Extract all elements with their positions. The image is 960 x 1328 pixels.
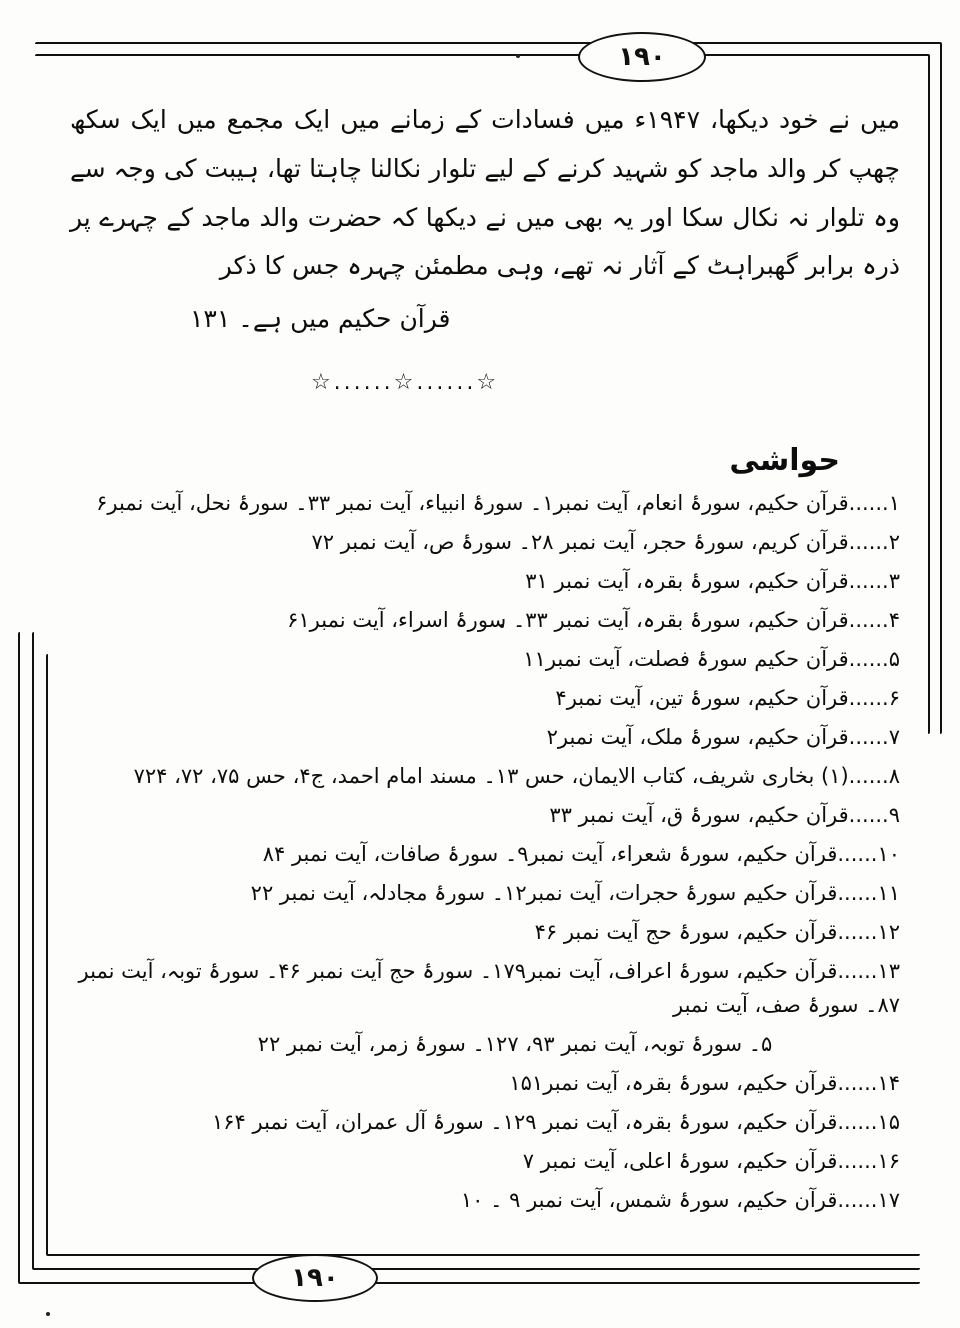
footnote-item: ۳......قرآن حکیم، سورۂ بقرہ، آیت نمبر ۳۱ xyxy=(525,568,900,593)
footnote-item: ۱۵......قرآن حکیم، سورۂ بقرہ، آیت نمبر ۱۲۹۔ سورۂ آل عمران، آیت نمبر ۱۶۴ xyxy=(212,1110,900,1134)
footnote-item: ۴......قرآن حکیم، سورۂ بقرہ، آیت نمبر ۳۳۔ سورۂ اسراء، آیت نمبر۶۱ xyxy=(287,607,900,632)
footnote-item: ۱۶......قرآن حکیم، سورۂ اعلی، آیت نمبر ۷ xyxy=(522,1149,900,1174)
footnote-item: ۹......قرآن حکیم، سورۂ ق، آیت نمبر ۳۳ xyxy=(549,802,900,827)
page-content xyxy=(70,96,900,1222)
footnote-item: ۱۰......قرآن حکیم، سورۂ شعراء، آیت نمبر۹۔ سورۂ صافات، آیت نمبر ۸۴ xyxy=(262,841,900,866)
footnote-item: ۷......قرآن حکیم، سورۂ ملک، آیت نمبر۲ xyxy=(546,724,900,749)
footnotes-heading: حواشی xyxy=(729,442,840,478)
footnotes-list xyxy=(70,486,900,1217)
page-number-top: ۱۹۰ xyxy=(578,32,706,82)
body-paragraph: میں نے خود دیکھا، ۱۹۴۷ء میں فسادات کے زمانے میں ایک مجمع میں ایک سکھ چھپ کر والد ماجد کو شہید کرنے کے لیے تلوار نکالنا چاہتا تھا، ہیبت کی وجہ سے وہ تلوار نہ نکال سکا اور یہ بھی میں نے دیکھا کہ حضرت والد ماجد کے چہرے پر ذرہ برابر گھبراہٹ کے آثار نہ تھے، وہی مطمئن چہرہ جس کا ذکر xyxy=(70,105,901,281)
footnote-item: ۱۴......قرآن حکیم، سورۂ بقرہ، آیت نمبر۱۵۱ xyxy=(509,1070,900,1095)
footnote-item: ۸......(۱) بخاری شریف، کتاب الایمان، حس ۱۳۔ مسند امام احمد، ج۴، حس ۷۵، ۷۲، ۷۲۴ xyxy=(133,763,900,788)
ink-speck xyxy=(46,1312,50,1316)
section-divider: ☆......☆......☆ xyxy=(310,369,500,395)
footnote-item: ۱......قرآن حکیم، سورۂ انعام، آیت نمبر۱۔ سورۂ انبیاء، آیت نمبر ۳۳۔ سورۂ نحل، آیت نمبر۶ xyxy=(96,490,900,515)
body-paragraph-last-line: قرآن حکیم میں ہے۔ ۱۳۱ xyxy=(190,304,451,333)
footnote-item: ۱۷......قرآن حکیم، سورۂ شمس، آیت نمبر ۹ ۔ ۱۰ xyxy=(460,1188,900,1213)
footnote-item: ۵......قرآن حکیم سورۂ فصلت، آیت نمبر۱۱ xyxy=(523,646,900,671)
page-number-bottom: ۱۹۰ xyxy=(252,1254,378,1302)
footnote-item: ۶......قرآن حکیم، سورۂ تین، آیت نمبر۴ xyxy=(555,685,900,710)
footnote-item: ۱۳......قرآن حکیم، سورۂ اعراف، آیت نمبر۱۷۹۔ سورۂ حج آیت نمبر ۴۶۔ سورۂ توبہ، آیت نمبر ۸۷۔ سورۂ صف، آیت نمبر xyxy=(78,958,900,1017)
footnote-item-continuation: ۵۔ سورۂ توبہ، آیت نمبر ۹۳، ۱۲۷۔ سورۂ زمر، آیت نمبر ۲۲ xyxy=(257,1031,773,1056)
footnote-item: ۱۲......قرآن حکیم، سورۂ حج آیت نمبر ۴۶ xyxy=(534,919,900,944)
footnote-item: ۱۱......قرآن حکیم سورۂ حجرات، آیت نمبر۱۲۔ سورۂ مجادلہ، آیت نمبر ۲۲ xyxy=(250,880,900,905)
ink-speck xyxy=(516,54,520,58)
footnote-item: ۲......قرآن کریم، سورۂ حجر، آیت نمبر ۲۸۔ سورۂ ص، آیت نمبر ۷۲ xyxy=(311,529,900,554)
